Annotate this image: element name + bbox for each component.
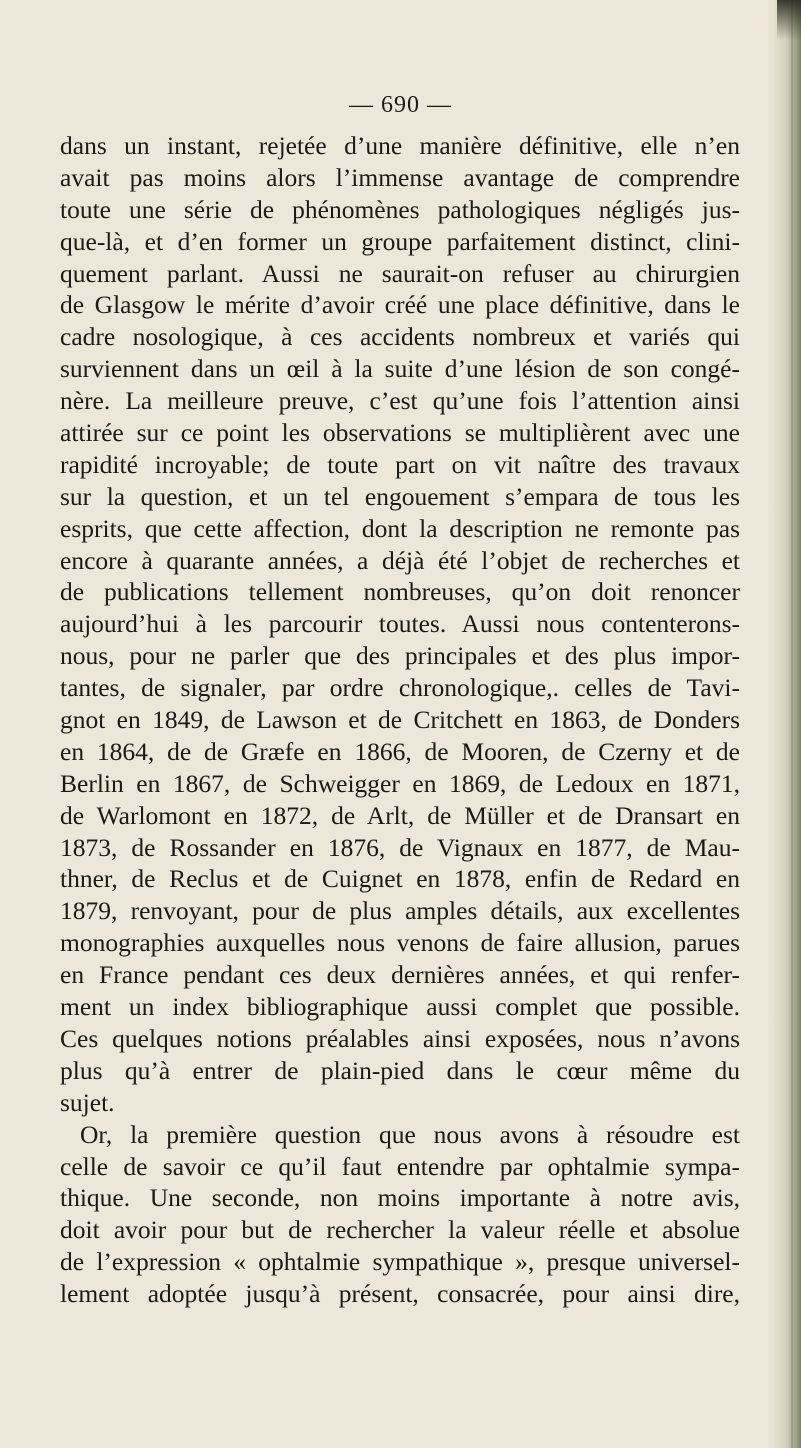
text-line: de Glasgow le mérite d’avoir créé une place définitive, dans le [60,290,740,320]
text-line: 1873, de Rossander en 1876, de Vignaux en 1877, de Mau- [60,832,740,862]
text-line: en 1864, de de Græfe en 1866, de Mooren, de Czerny et de [60,736,740,766]
text-line: gnot en 1849, de Lawson et de Critchett en 1863, de Donders [60,705,740,735]
text-line: ment un index bibliographique aussi complet que possible. [60,992,740,1022]
text-line: esprits, que cette affection, dont la description ne remonte pas [60,513,740,543]
text-line: nère. La meilleure preuve, c’est qu’une fois l’attention ainsi [60,386,740,416]
text-line: en France pendant ces deux dernières années, et qui renfer- [60,960,740,990]
text-line: thique. Une seconde, non moins importante à notre avis, [60,1183,740,1213]
text-line: de l’expression « ophtalmie sympathique », presque universel- [60,1247,740,1277]
text-line: monographies auxquelles nous venons de faire allusion, parues [60,928,740,958]
text-line: plus qu’à entrer de plain-pied dans le cœur même du [60,1055,740,1085]
page-edge-line [791,0,793,1448]
text-line: attirée sur ce point les observations se multiplièrent avec une [60,418,740,448]
text-line: rapidité incroyable; de toute part on vit naître des travaux [60,449,740,479]
text-line: sur la question, et un tel engouement s’empara de tous les [60,481,740,511]
text-line: celle de savoir ce qu’il faut entendre par ophtalmie sympa- [60,1151,740,1181]
text-line: thner, de Reclus et de Cuignet en 1878, enfin de Redard en [60,864,740,894]
text-line: que-là, et d’en former un groupe parfaitement distinct, clini- [60,226,740,256]
text-line: toute une série de phénomènes pathologiques négligés jus- [60,194,740,224]
text-line: lement adoptée jusqu’à présent, consacrée, pour ainsi dire, [60,1279,740,1309]
text-line: de publications tellement nombreuses, qu’on doit renoncer [60,577,740,607]
text-line: dans un instant, rejetée d’une manière définitive, elle n’en [60,131,740,160]
text-line: encore à quarante années, a déjà été l’objet de recherches et [60,545,740,575]
page-edge-shadow [767,0,801,1448]
text-line: surviennent dans un œil à la suite d’une lésion de son congé- [60,354,740,384]
text-line: avait pas moins alors l’immense avantage de comprendre [60,162,740,192]
text-line: quement parlant. Aussi ne saurait-on refuser au chirurgien [60,258,740,288]
page-corner-shadow [777,0,801,40]
text-line: aujourd’hui à les parcourir toutes. Aussi nous contenterons- [60,609,740,639]
text-line: Ces quelques notions préalables ainsi exposées, nous n’avons [60,1023,740,1053]
text-line: cadre nosologique, à ces accidents nombreux et variés qui [60,322,740,352]
text-line: doit avoir pour but de rechercher la valeur réelle et absolue [60,1215,740,1245]
text-line: nous, pour ne parler que des principales et des plus impor- [60,641,740,671]
body-text [60,130,740,1310]
text-line-paragraph-start: Or, la première question que nous avons à résoudre est [80,1119,740,1149]
page-number-header: — 690 — [349,92,452,118]
text-line-paragraph-end: sujet. [60,1087,115,1117]
text-line: de Warlomont en 1872, de Arlt, de Müller et de Dransart en [60,800,740,830]
text-line: tantes, de signaler, par ordre chronologique,. celles de Tavi- [60,673,740,703]
text-line: 1879, renvoyant, pour de plus amples détails, aux excellentes [60,896,740,926]
text-line: Berlin en 1867, de Schweigger en 1869, de Ledoux en 1871, [60,768,740,798]
